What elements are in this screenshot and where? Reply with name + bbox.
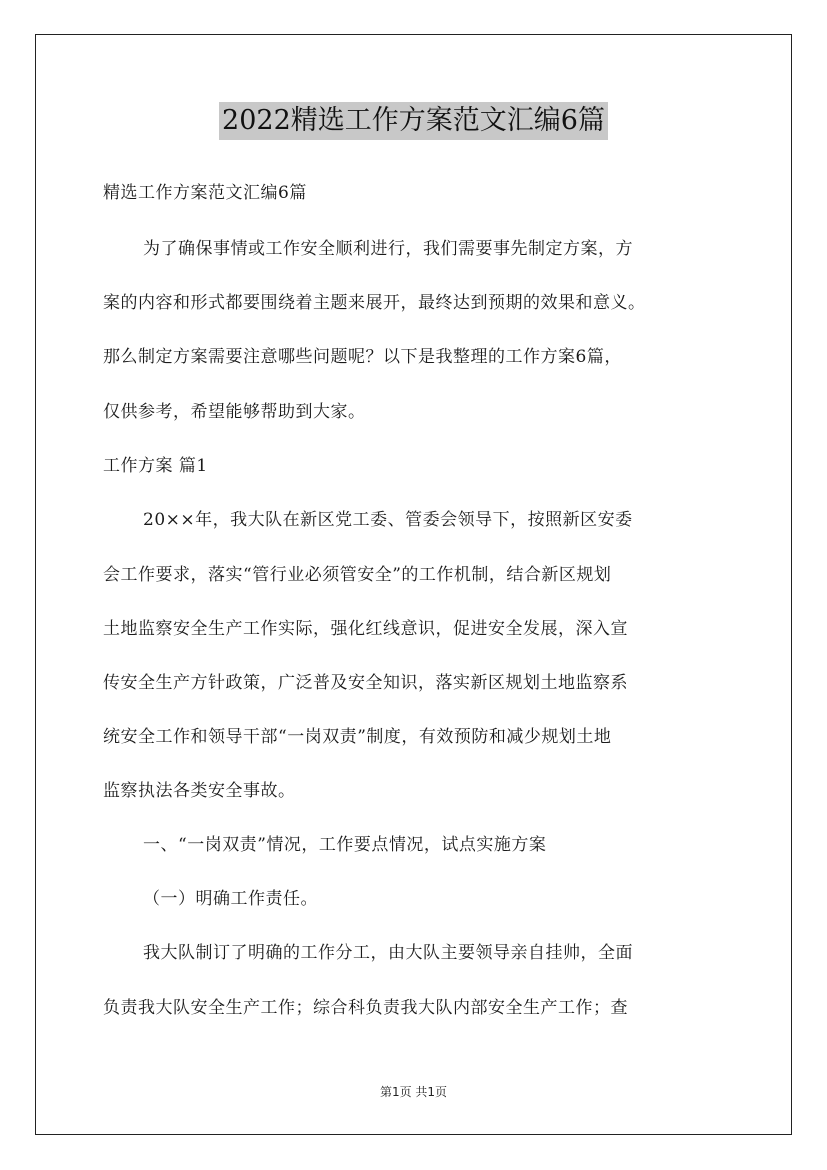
section-heading: 工作方案 篇1 [103,456,208,476]
title-container [0,102,827,140]
body-line: 传安全生产方针政策，广泛普及安全知识，落实新区规划土地监察系 [103,673,628,693]
body-line: 土地监察安全生产工作实际，强化红线意识，促进安全发展，深入宣 [103,619,628,639]
item-heading: 一、“一岗双责”情况，工作要点情况，试点实施方案 [143,835,547,855]
intro-line: 为了确保事情或工作安全顺利进行，我们需要事先制定方案，方 [143,239,633,259]
body-line: 监察执法各类安全事故。 [103,781,296,801]
intro-line: 案的内容和形式都要围绕着主题来展开，最终达到预期的效果和意义。 [103,293,646,313]
intro-line: 那么制定方案需要注意哪些问题呢？以下是我整理的工作方案6篇， [103,347,622,367]
body-line: 负责我大队安全生产工作；综合科负责我大队内部安全生产工作；查 [103,998,628,1018]
body-line: 会工作要求，落实“管行业必须管安全”的工作机制，结合新区规划 [103,565,612,585]
document-title: 2022精选工作方案范文汇编6篇 [219,102,608,140]
page-footer: 第1页 共1页 [379,1085,448,1099]
body-line: 我大队制订了明确的工作分工，由大队主要领导亲自挂帅，全面 [143,943,633,963]
body-line: 统安全工作和领导干部“一岗双责”制度，有效预防和减少规划土地 [103,727,612,747]
body-line: 20××年，我大队在新区党工委、管委会领导下，按照新区安委 [143,510,633,530]
sub-heading: （一）明确工作责任。 [143,889,318,909]
intro-line: 仅供参考，希望能够帮助到大家。 [103,402,366,422]
document-subtitle: 精选工作方案范文汇编6篇 [103,183,307,203]
